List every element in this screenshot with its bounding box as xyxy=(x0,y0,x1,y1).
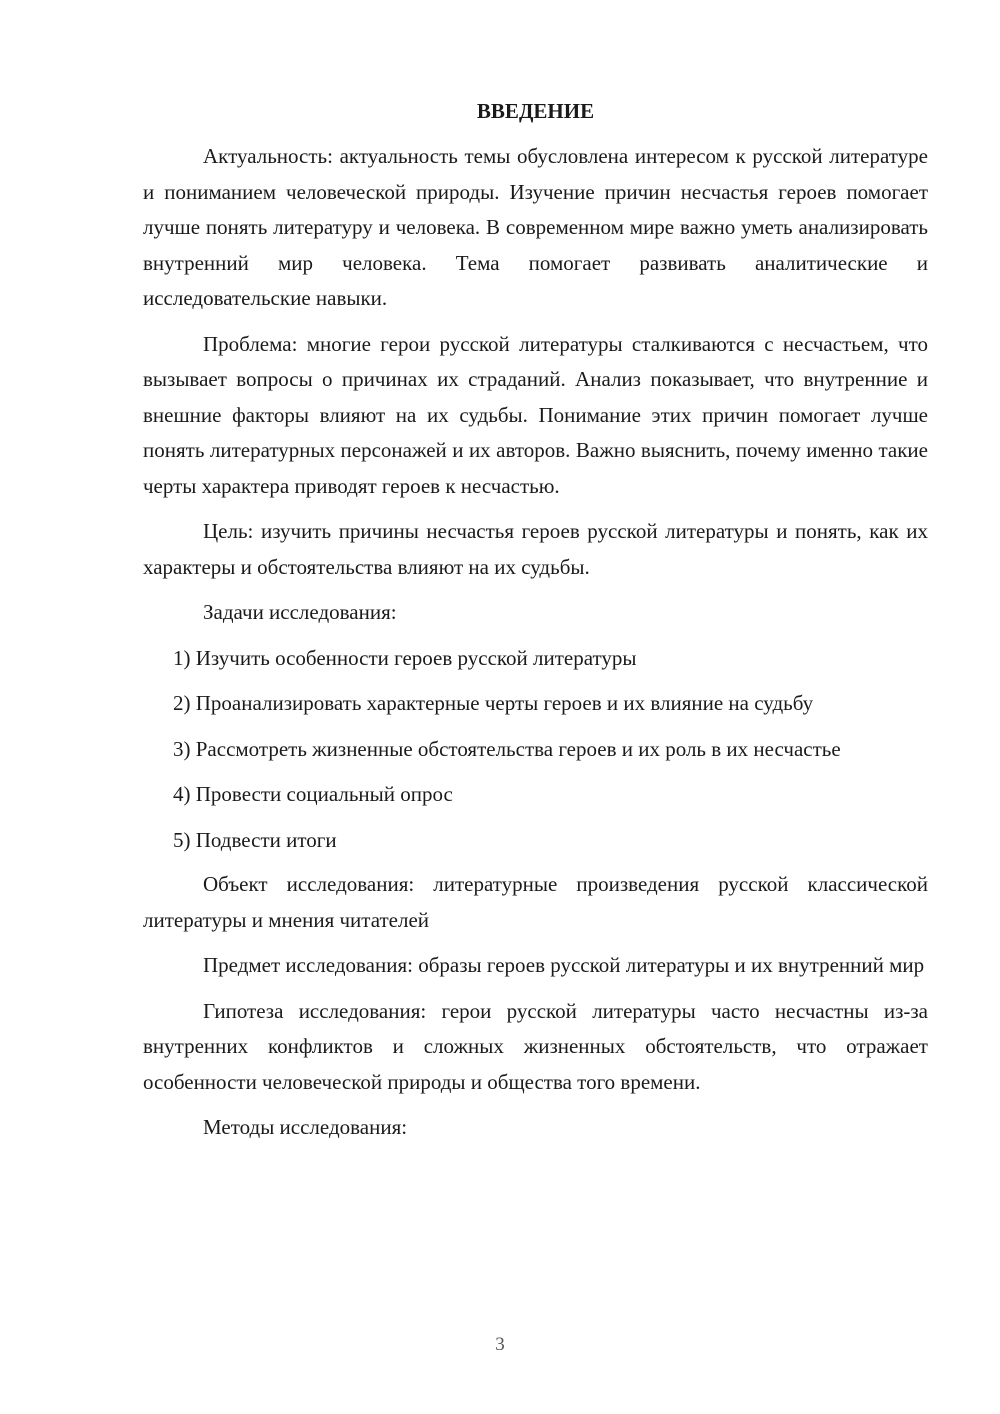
paragraph-relevance: Актуальность: актуальность темы обусловлена интересом к русской литературе и пониманием человеческой природы. Изучение причин несчастья героев помогает лучше понять литературу и человека. В современном мире важно уметь анализировать внутренний мир человека. Тема помогает развивать аналитические и исследовательские навыки. xyxy=(143,144,928,310)
paragraph-subject: Предмет исследования: образы героев русской литературы и их внутренний мир xyxy=(203,953,925,977)
paragraph-object: Объект исследования: литературные произведения русской классической литературы и мнения читателей xyxy=(143,872,928,932)
task-item-3: 3) Рассмотреть жизненные обстоятельства героев и их роль в их несчастье xyxy=(173,736,841,761)
paragraph-hypothesis: Гипотеза исследования: герои русской литературы часто несчастны из-за внутренних конфликтов и сложных жизненных обстоятельств, что отражает особенности человеческой природы и общества того времени. xyxy=(143,998,928,1094)
task-item-1: 1) Изучить особенности героев русской литературы xyxy=(173,645,637,670)
paragraph-tasks-heading: Задачи исследования: xyxy=(203,600,397,624)
page-number: 3 xyxy=(495,1334,505,1355)
paragraph-goal: Цель: изучить причины несчастья героев русской литературы и понять, как их характеры и обстоятельства влияют на их судьбы. xyxy=(143,519,928,579)
task-item-4: 4) Провести социальный опрос xyxy=(173,782,453,806)
paragraph-problem: Проблема: многие герои русской литературы сталкиваются с несчастьем, что вызывает вопросы о причинах их страданий. Анализ показывает, что внутренние и внешние факторы влияют на их судьбы. Понимание этих причин помогает лучше понять литературных персонажей и их авторов. Важно выяснить, почему именно такие черты характера приводят героев к несчастью. xyxy=(143,331,928,498)
task-item-2: 2) Проанализировать характерные черты героев и их влияние на судьбу xyxy=(173,691,814,715)
paragraph-methods-heading: Методы исследования: xyxy=(203,1115,408,1139)
page-content xyxy=(143,96,928,1146)
section-title: ВВЕДЕНИЕ xyxy=(476,99,595,123)
task-item-5: 5) Подвести итоги xyxy=(173,827,337,852)
